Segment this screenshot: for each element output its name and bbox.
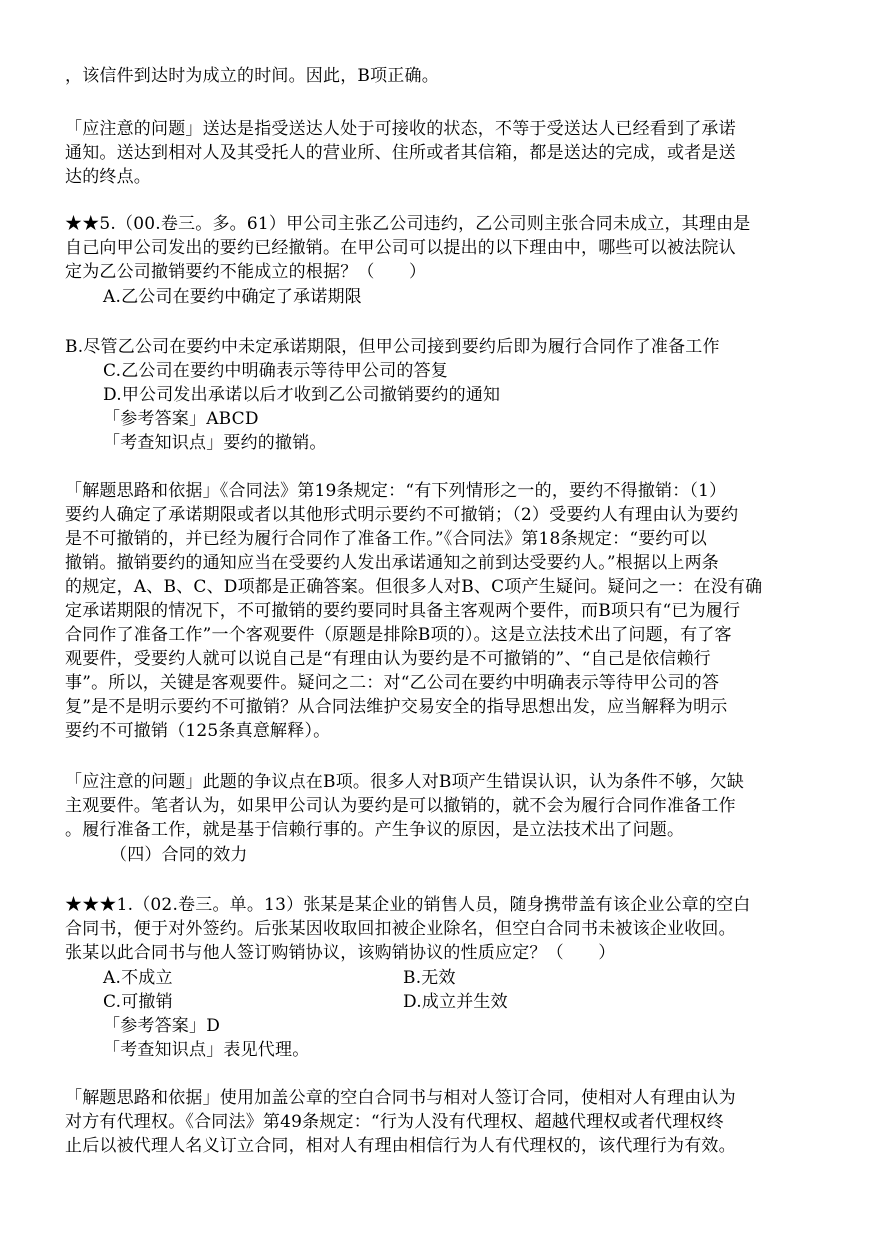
question-line: ★★5.（00.卷三。多。61）甲公司主张乙公司违约，乙公司则主张合同未成立，其理由是 <box>65 214 751 234</box>
text-line: 达的终点。 <box>65 167 151 187</box>
option-d: D.甲公司发出承诺以后才收到乙公司撤销要约的通知 <box>103 385 501 405</box>
text-line: ，该信件到达时为成立的时间。因此，B项正确。 <box>65 66 439 86</box>
knowledge-point-line: 「考查知识点」要约的撤销。 <box>103 433 327 453</box>
text-line: 事”。所以，关键是客观要件。疑问之二：对“乙公司在要约中明确表示等待甲公司的答 <box>65 673 720 693</box>
answer-line: 「参考答案」ABCD <box>103 409 259 429</box>
option-c: C.可撤销 <box>103 992 173 1012</box>
text-line: 要约人确定了承诺期限或者以其他形式明示要约不可撤销；（2）受要约人有理由认为要约 <box>65 505 739 525</box>
option-a: A.不成立 <box>103 968 173 988</box>
text-line: 合同作了准备工作”一个客观要件（原题是排除B项的）。这是立法技术出了问题，有了客 <box>65 625 732 645</box>
text-line: 观要件，受要约人就可以说自己是“有理由认为要约是不可撤销的”、“自己是依信赖行 <box>65 649 711 669</box>
text-line: 「解题思路和依据」使用加盖公章的空白合同书与相对人签订合同，使相对人有理由认为 <box>65 1088 736 1108</box>
text-line: 对方有代理权。《合同法》第49条规定：“行为人没有代理权、超越代理权或者代理权终 <box>65 1112 724 1132</box>
question-line: ★★★1.（02.卷三。单。13）张某是某企业的销售人员，随身携带盖有该企业公章的空白 <box>65 895 751 915</box>
question-line: 自己向甲公司发出的要约已经撤销。在甲公司可以提出的以下理由中，哪些可以被法院认 <box>65 238 736 258</box>
question-line: 定为乙公司撤销要约不能成立的根据？（ ） <box>65 262 427 282</box>
text-line: 主观要件。笔者认为，如果甲公司认为要约是可以撤销的，就不会为履行合同作准备工作 <box>65 796 736 816</box>
text-line: 要约不可撤销（125条真意解释）。 <box>65 721 331 741</box>
text-line: 是不可撤销的，并已经为履行合同作了准备工作。”《合同法》第18条规定：“要约可以 <box>65 529 708 549</box>
question-line: 张某以此合同书与他人签订购销协议，该购销协议的性质应定？（ ） <box>65 943 616 963</box>
text-line: 定承诺期限的情况下，不可撤销的要约要同时具备主客观两个要件，而B项只有“已为履行 <box>65 601 741 621</box>
option-b: B.尽管乙公司在要约中未定承诺期限，但甲公司接到要约后即为履行合同作了准备工作 <box>65 337 720 357</box>
section-heading: （四）合同的效力 <box>110 845 248 865</box>
text-line: 「解题思路和依据」《合同法》第19条规定：“有下列情形之一的，要约不得撤销：（1） <box>65 481 727 501</box>
text-line: 「应注意的问题」送达是指受送达人处于可接收的状态，不等于受送达人已经看到了承诺 <box>65 119 736 139</box>
option-c: C.乙公司在要约中明确表示等待甲公司的答复 <box>103 361 449 381</box>
option-d: D.成立并生效 <box>403 992 508 1012</box>
text-line: 。履行准备工作，就是基于信赖行事的。产生争议的原因，是立法技术出了问题。 <box>65 820 685 840</box>
question-line: 合同书，便于对外签约。后张某因收取回扣被企业除名，但空白合同书未被该企业收回。 <box>65 919 736 939</box>
text-line: 止后以被代理人名义订立合同，相对人有理由相信行为人有代理权的，该代理行为有效。 <box>65 1136 736 1156</box>
answer-line: 「参考答案」D <box>103 1016 221 1036</box>
knowledge-point-line: 「考查知识点」表见代理。 <box>103 1040 310 1060</box>
text-line: 「应注意的问题」此题的争议点在B项。很多人对B项产生错误认识，认为条件不够，欠缺 <box>65 772 744 792</box>
text-line: 通知。送达到相对人及其受托人的营业所、住所或者其信箱，都是送达的完成，或者是送 <box>65 143 736 163</box>
text-line: 复”是不是明示要约不可撤销？从合同法维护交易安全的指导思想出发，应当解释为明示 <box>65 697 728 717</box>
option-b: B.无效 <box>403 968 456 988</box>
option-a: A.乙公司在要约中确定了承诺期限 <box>103 287 362 307</box>
text-line: 的规定，A、B、C、D项都是正确答案。但很多人对B、C项产生疑问。疑问之一：在没有确 <box>65 577 763 597</box>
text-line: 撤销。撤销要约的通知应当在受要约人发出承诺通知之前到达受要约人。”根据以上两条 <box>65 553 719 573</box>
